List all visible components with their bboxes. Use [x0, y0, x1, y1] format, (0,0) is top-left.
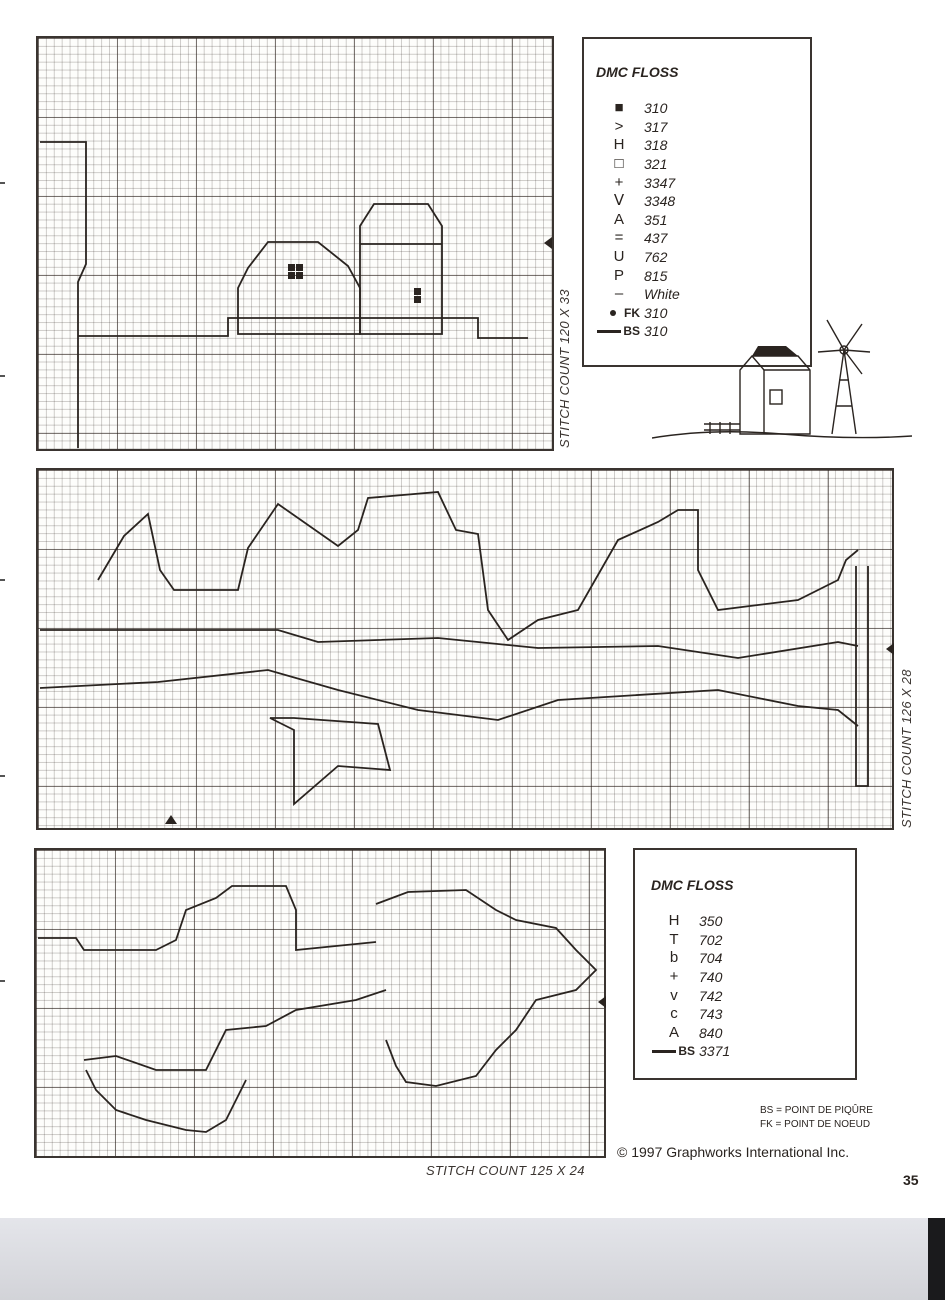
legend-row	[649, 931, 730, 950]
legend-row	[594, 229, 680, 248]
border-motif	[38, 470, 896, 832]
a-symbol-icon: A	[668, 1023, 679, 1041]
stitch-count-label: STITCH COUNT 120 X 33	[557, 289, 572, 448]
floss-code: 815	[644, 267, 668, 284]
floss-code: 321	[644, 156, 668, 173]
floss-code: 310	[644, 304, 668, 321]
dmc-floss-legend-2	[633, 848, 857, 1080]
stitch-notes	[760, 1104, 873, 1132]
floss-code: 742	[699, 987, 723, 1004]
legend-row	[594, 192, 680, 211]
floss-code: 310	[644, 100, 668, 117]
legend-row	[594, 248, 680, 267]
legend-row	[594, 136, 680, 155]
legend-row	[594, 155, 680, 174]
binding-mark	[0, 182, 5, 184]
legend-row	[594, 266, 680, 285]
a-symbol-icon: A	[613, 210, 624, 228]
right-fence	[856, 566, 868, 786]
center-marker-arrow	[165, 815, 177, 824]
floss-code: 840	[699, 1024, 723, 1041]
center-marker-arrow	[598, 996, 606, 1008]
page-number: 35	[903, 1172, 919, 1188]
floss-code: 351	[644, 211, 668, 228]
legend-row	[594, 173, 680, 192]
legend-row	[649, 1024, 730, 1043]
bs-label: BS	[678, 1044, 695, 1059]
center-marker-arrow	[544, 237, 552, 249]
legend-row-bs	[649, 1042, 730, 1061]
flag-v-icon: ᐯ	[613, 192, 625, 210]
plus-icon: +	[669, 968, 679, 986]
tall-barn	[360, 204, 442, 334]
center-marker-arrow	[886, 643, 894, 655]
h-symbol-icon: H	[668, 912, 680, 930]
fk-symbol	[594, 304, 644, 322]
floss-code: 3347	[644, 174, 676, 191]
ground-line	[78, 318, 528, 338]
greater-than-icon: >	[614, 117, 624, 135]
small-barn	[238, 242, 360, 334]
b-symbol-icon: b	[669, 949, 679, 967]
wheat-motif	[270, 718, 390, 804]
left-border-motif	[40, 142, 86, 448]
c-symbol-icon: c	[670, 1005, 678, 1023]
floss-code: 3348	[644, 193, 676, 210]
legend-rows	[649, 912, 730, 1061]
fk-note: FK = POINT DE NOEUD	[760, 1119, 871, 1130]
floss-code: 762	[644, 249, 668, 266]
chart-barn-grid	[36, 36, 554, 451]
legend-row	[649, 986, 730, 1005]
plus-icon: +	[614, 173, 624, 191]
binding-mark	[0, 980, 5, 982]
scan-edge	[0, 1218, 945, 1300]
legend-title: DMC FLOSS	[596, 64, 679, 80]
legend-row	[594, 99, 680, 118]
floss-code: 310	[644, 323, 668, 340]
legend-row	[649, 968, 730, 987]
chart-border-grid	[36, 468, 894, 830]
legend-row	[649, 949, 730, 968]
floss-code: 317	[644, 118, 668, 135]
floss-code: 743	[699, 1006, 723, 1023]
bs-symbol	[649, 1042, 699, 1060]
horse-motif	[98, 492, 858, 640]
legend-row	[594, 118, 680, 137]
legend-row	[649, 1005, 730, 1024]
legend-row	[594, 285, 680, 304]
chart-pumpkin-grid	[34, 848, 606, 1158]
bs-note: BS = POINT DE PIQÛRE	[760, 1105, 873, 1116]
french-knot-icon	[610, 310, 616, 316]
backstitch-line-icon	[597, 330, 621, 333]
floss-code: 702	[699, 931, 723, 948]
scan-edge-dark	[928, 1218, 945, 1300]
copyright-text: © 1997 Graphworks International Inc.	[617, 1144, 850, 1160]
farm-windmill-illustration	[652, 310, 912, 445]
barn-motif	[38, 38, 556, 453]
floss-code: 704	[699, 950, 723, 967]
floss-code: 318	[644, 137, 668, 154]
binding-mark	[0, 579, 5, 581]
binding-mark	[0, 775, 5, 777]
equals-icon: =	[614, 229, 624, 247]
legend-title: DMC FLOSS	[651, 877, 734, 893]
backstitch-line-icon	[652, 1050, 676, 1053]
filled-square-icon: ■	[614, 99, 624, 117]
open-square-icon: □	[614, 155, 624, 173]
floss-code: 740	[699, 969, 723, 986]
bs-label: BS	[623, 324, 640, 339]
vine-left	[38, 886, 376, 950]
squash-bottom	[86, 1070, 246, 1132]
floss-code: 437	[644, 230, 668, 247]
legend-row	[594, 211, 680, 230]
t-symbol-icon: T	[669, 930, 679, 948]
dash-icon: –	[614, 285, 624, 303]
h-symbol-icon: H	[613, 136, 625, 154]
binding-mark	[0, 375, 5, 377]
legend-rows	[594, 99, 680, 341]
pumpkin-left	[84, 990, 386, 1070]
pumpkin-motif	[36, 850, 608, 1160]
fk-label: FK	[624, 305, 640, 320]
v-symbol-icon: v	[670, 986, 678, 1004]
squash-right	[376, 890, 596, 1086]
p-symbol-icon: P	[613, 266, 624, 284]
floss-code: 3371	[699, 1043, 731, 1060]
floss-code: 350	[699, 913, 723, 930]
stitch-count-label: STITCH COUNT 126 X 28	[899, 669, 914, 828]
stitch-count-label: STITCH COUNT 125 X 24	[426, 1163, 585, 1178]
bs-symbol	[594, 322, 644, 340]
floss-code: White	[644, 286, 680, 303]
u-symbol-icon: U	[613, 248, 625, 266]
ground-band-bottom	[40, 670, 858, 726]
legend-row	[649, 912, 730, 931]
ground-band-top	[40, 630, 858, 658]
